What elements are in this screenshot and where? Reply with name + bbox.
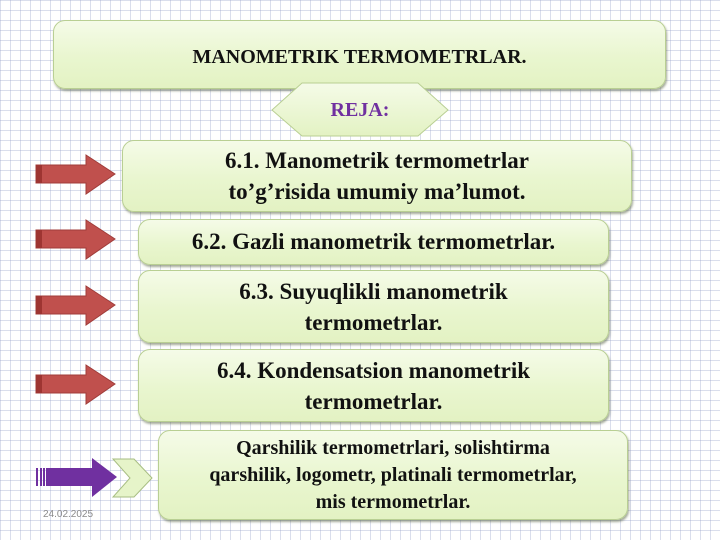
right-arrow-icon	[34, 154, 118, 196]
plan-item-6-2-text: 6.2. Gazli manometrik termometrlar.	[191, 229, 556, 254]
right-arrow-icon	[34, 456, 120, 500]
extra-topics-line1: Qarshilik termometrlari, solishtirma	[236, 436, 550, 459]
plan-item-6-4-line1: 6.4. Kondensatsion manometrik	[216, 357, 531, 383]
chevron-right-icon	[110, 457, 156, 501]
plan-item-6-1-line2: to’g’risida umumiy ma’lumot.	[228, 179, 526, 204]
slide-title-box	[53, 20, 666, 89]
plan-label: REJA:	[330, 98, 390, 121]
slide-title: MANOMETRIK TERMOMETRLAR.	[192, 46, 527, 68]
plan-item-6-3	[138, 270, 609, 343]
extra-topics-line3: mis termometrlar.	[315, 490, 471, 513]
plan-item-6-4	[138, 349, 609, 422]
extra-topics-line2: qarshilik, logometr, platinali termometrlar,	[209, 463, 577, 486]
right-arrow-icon	[34, 364, 118, 406]
plan-item-6-2	[138, 219, 609, 265]
plan-item-6-3-line2: termometrlar.	[304, 309, 443, 335]
slide-date: 24.02.2025	[43, 509, 94, 520]
plan-item-6-4-line2: termometrlar.	[304, 388, 443, 414]
plan-item-6-1-line1: 6.1. Manometrik termometrlar	[225, 148, 529, 173]
right-arrow-icon	[34, 285, 118, 327]
right-arrow-icon	[34, 219, 118, 261]
extra-topics-box	[158, 430, 628, 520]
plan-item-6-3-line1: 6.3. Suyuqlikli manometrik	[239, 278, 508, 304]
plan-label-badge	[270, 82, 450, 138]
plan-item-6-1	[122, 140, 632, 212]
